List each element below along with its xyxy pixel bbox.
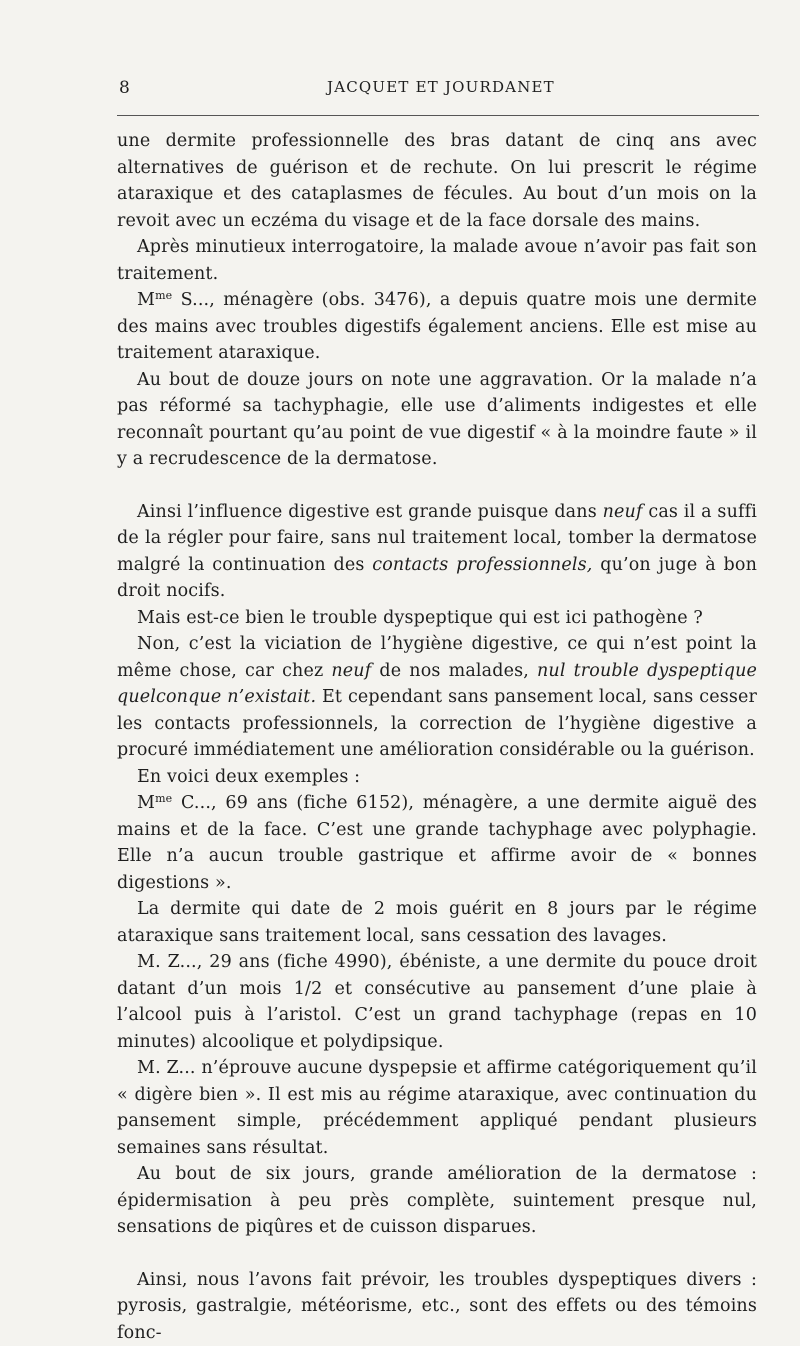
superscript: me xyxy=(155,792,172,805)
page-header xyxy=(117,78,757,102)
page-number: 8 xyxy=(119,78,130,98)
paragraph-14: Ainsi, nous l’avons fait prévoir, les troubles dyspeptiques divers : pyrosis, gastralgie, météorisme, etc., sont des effets ou des témoins fonc- xyxy=(117,1267,757,1346)
paragraph-6: Mais est-ce bien le trouble dyspeptique qui est ici pathogène ? xyxy=(117,605,757,632)
paragraph-3: $M^{me}$ S..., ménagère (obs. 3476), a depuis quatre mois une dermite des mains avec troubles digestifs également anciens. Elle est mise au traitement ataraxique. xyxy=(117,287,757,367)
running-title: JACQUET ET JOURDANET xyxy=(327,78,555,96)
paragraph-4: Au bout de douze jours on note une aggravation. Or la malade n’a pas réformé sa tachyphagie, elle use d’aliments indigestes et elle reconnaît pourtant qu’au point de vue digestif « à la moindre faute » il y a recrudescence de la dermatose. xyxy=(117,367,757,473)
paragraph-11: M. Z..., 29 ans (fiche 4990), ébéniste, a une dermite du pouce droit datant d’un mois 1/2 et consécutive au pansement d’une plaie à l’alcool puis à l’aristol. C’est un grand tachyphage (repas en 10 minutes) alcoolique et polydipsique. xyxy=(117,949,757,1055)
paragraph-7: Non, c’est la viciation de l’hygiène digestive, ce qui n’est point la même chose, car chez neuf de nos malades, nul trouble dyspeptique quelconque n’existait. Et cependant sans pansement local, sans cesser les contacts professionnels, la correction de l’hygiène digestive a procuré immédiatement une amélioration considérable ou la guérison. xyxy=(117,631,757,764)
paragraph-1: une dermite professionnelle des bras datant de cinq ans avec alternatives de guérison et de rechute. On lui prescrit le régime ataraxique et des cataplasmes de fécules. Au bout d’un mois on la revoit avec un eczéma du visage et de la face dorsale des mains. xyxy=(117,128,757,234)
superscript: me xyxy=(155,289,172,302)
header-rule xyxy=(117,115,759,116)
section-break xyxy=(117,1241,757,1267)
paragraph-10: La dermite qui date de 2 mois guérit en 8 jours par le régime ataraxique sans traitement local, sans cessation des lavages. xyxy=(117,896,757,949)
paragraph-9: $M^{me}$ C..., 69 ans (fiche 6152), ménagère, a une dermite aiguë des mains et de la face. C’est une grande tachyphage avec polyphagie. Elle n’a aucun trouble gastrique et affirme avoir de « bonnes digestions ». xyxy=(117,790,757,896)
paragraph-12: M. Z... n’éprouve aucune dyspepsie et affirme catégoriquement qu’il « digère bien ». Il est mis au régime ataraxique, avec continuation du pansement simple, précédemment appliqué pendant plusieurs semaines sans résultat. xyxy=(117,1055,757,1161)
paragraph-13: Au bout de six jours, grande amélioration de la dermatose : épidermisation à peu près complète, suintement presque nul, sensations de piqûres et de cuisson disparues. xyxy=(117,1161,757,1241)
paragraph-5: Ainsi l’influence digestive est grande puisque dans neuf cas il a suffi de la régler pour faire, sans nul traitement local, tomber la dermatose malgré la continuation des contacts professionnels, qu’on juge à bon droit nocifs. xyxy=(117,499,757,605)
paragraph-8: En voici deux exemples : xyxy=(117,764,757,791)
section-break xyxy=(117,473,757,499)
body-text xyxy=(117,128,757,1346)
paragraph-2: Après minutieux interrogatoire, la malade avoue n’avoir pas fait son traitement. xyxy=(117,234,757,287)
